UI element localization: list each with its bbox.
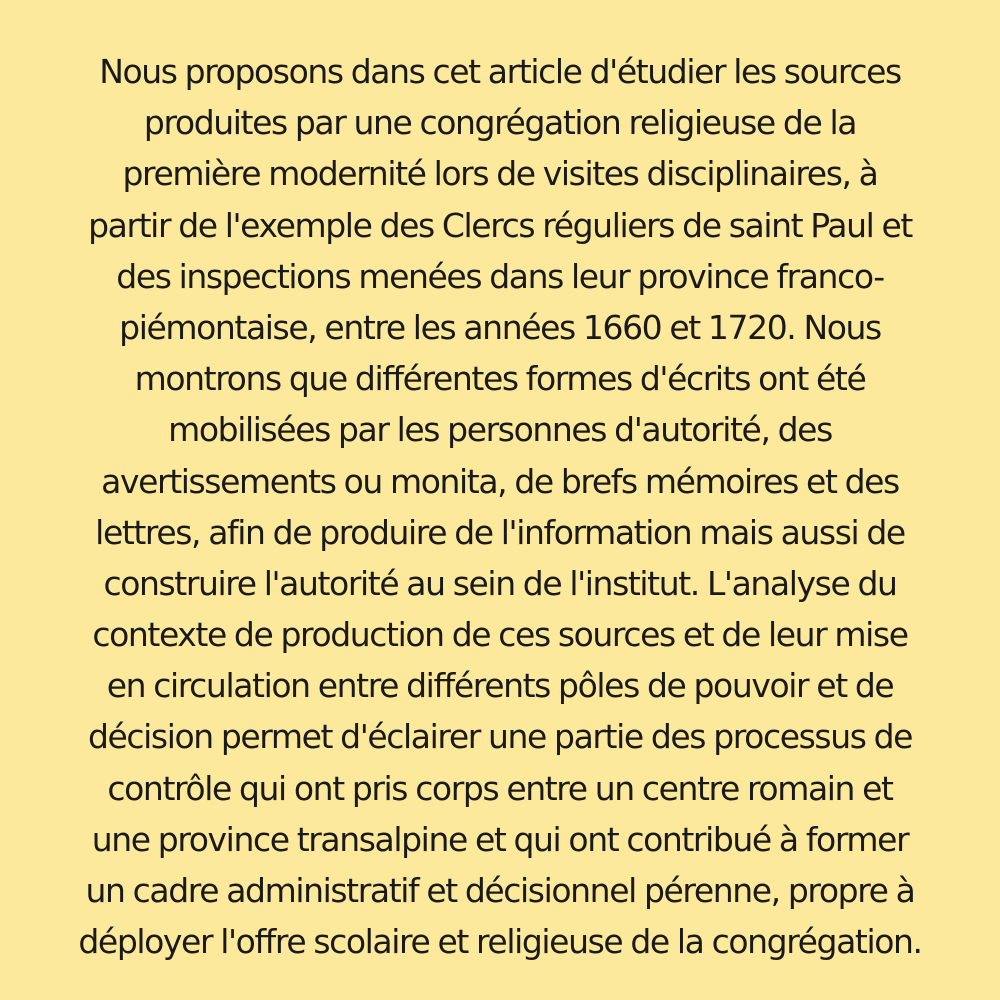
abstract-line: partir de l'exemple des Clercs réguliers de saint Paul et <box>88 205 912 245</box>
abstract-line: avertissements ou monita, de brefs mémoires et des <box>101 461 899 501</box>
abstract-line: un cadre administratif et décisionnel pérenne, propre à <box>85 871 915 910</box>
abstract-line: montrons que différentes formes d'écrits ont été <box>134 359 866 399</box>
abstract-line: produites par une congrégation religieuse de la <box>143 103 857 143</box>
abstract-line: des inspections menées dans leur province franco- <box>116 256 884 296</box>
abstract-line: première modernité lors de visites disciplinaires, à <box>122 154 878 194</box>
abstract-line: construire l'autorité au sein de l'institut. L'analyse du <box>103 563 897 603</box>
abstract-line: contexte de production de ces sources et de leur mise <box>92 615 908 655</box>
abstract-line: mobilisées par les personnes d'autorité, des <box>168 410 832 450</box>
abstract-line: une province transalpine et qui ont contribué à former <box>91 819 909 859</box>
abstract-text <box>0 46 1000 967</box>
abstract-line: décision permet d'éclairer une partie des processus de <box>87 717 913 757</box>
abstract-line: contrôle qui ont pris corps entre un centre romain et <box>107 768 893 808</box>
abstract-line: en circulation entre différents pôles de pouvoir et de <box>106 666 894 706</box>
abstract-line: déployer l'offre scolaire et religieuse de la congrégation. <box>78 922 922 962</box>
abstract-line: piémontaise, entre les années 1660 et 1720. Nous <box>119 307 881 347</box>
abstract-line: lettres, afin de produire de l'information mais aussi de <box>95 512 905 552</box>
abstract-line: Nous proposons dans cet article d'étudier les sources <box>99 52 901 91</box>
